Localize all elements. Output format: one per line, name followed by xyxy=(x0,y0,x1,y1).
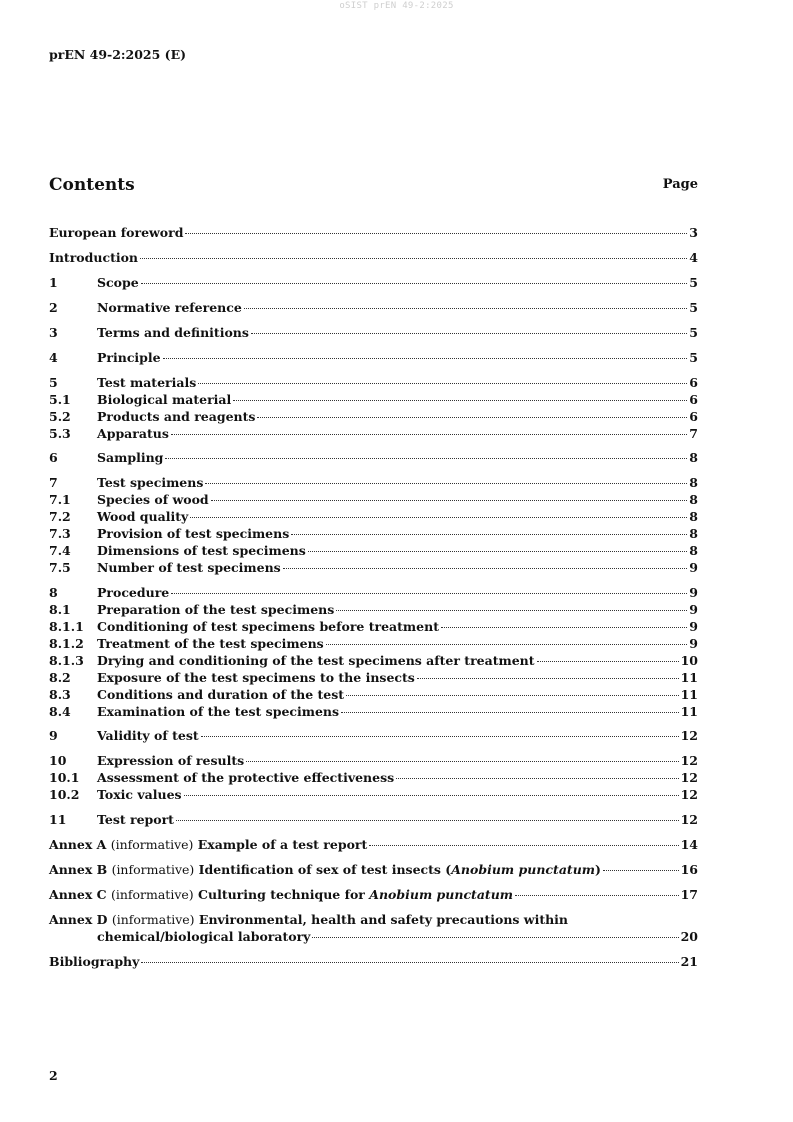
toc-entry-11[interactable] xyxy=(49,811,698,828)
toc-entry-title: Apparatus xyxy=(97,426,169,441)
toc-entry-page: 8 xyxy=(689,543,698,558)
toc-entry-number: 5.3 xyxy=(49,426,71,441)
toc-entry-page: 12 xyxy=(680,728,698,743)
annex-title-continued: chemical/biological laboratory xyxy=(97,929,311,944)
dot-leader xyxy=(257,417,687,418)
toc-entry-page: 21 xyxy=(680,954,698,969)
toc-entry-number: 3 xyxy=(49,325,58,340)
dot-leader xyxy=(141,283,688,284)
toc-entry-page: 14 xyxy=(680,837,698,852)
toc-entry-number: 7 xyxy=(49,475,58,490)
annex-label: Annex A xyxy=(49,837,107,852)
toc-entry-number: 9 xyxy=(49,728,58,743)
annex-title: Environmental, health and safety precautions within xyxy=(198,912,569,927)
dot-leader xyxy=(326,644,688,645)
annex-type: (informative) xyxy=(111,912,195,927)
dot-leader xyxy=(246,761,678,762)
toc-entry-8-2[interactable] xyxy=(49,669,698,686)
toc-entry-1[interactable] xyxy=(49,274,698,291)
toc-entry-title xyxy=(49,861,601,878)
annex-label: Annex B xyxy=(49,862,108,877)
toc-entry-10-1[interactable] xyxy=(49,769,698,786)
toc-entry-title: Assessment of the protective effectiveness xyxy=(97,770,395,785)
toc-entry-5-1[interactable] xyxy=(49,391,698,408)
toc-entry-page: 12 xyxy=(680,787,698,802)
annex-label: Annex C xyxy=(49,887,107,902)
toc-entry-title xyxy=(49,886,513,903)
toc-entry-page: 9 xyxy=(689,560,698,575)
dot-leader xyxy=(346,695,679,696)
toc-entry-page: 8 xyxy=(689,450,698,465)
toc-entry-8-4[interactable] xyxy=(49,703,698,720)
toc-entry-page: 9 xyxy=(689,585,698,600)
toc-entry-number: 7.5 xyxy=(49,560,71,575)
toc-entry-title: Wood quality xyxy=(97,509,189,524)
toc-entry-title: Procedure xyxy=(97,585,170,600)
toc-entry-10-2[interactable] xyxy=(49,786,698,803)
dot-leader xyxy=(205,483,687,484)
toc-entry-page: 16 xyxy=(680,862,698,877)
dot-leader xyxy=(396,778,678,779)
toc-entry-annex-a[interactable] xyxy=(49,836,698,853)
toc-entry-title: Scope xyxy=(97,275,139,290)
dot-leader xyxy=(441,627,687,628)
toc-entry-number: 8.1.3 xyxy=(49,653,84,668)
toc-entry-number: 8 xyxy=(49,585,58,600)
toc-entry-title: Introduction xyxy=(49,250,139,265)
toc-entry-annex-c[interactable] xyxy=(49,886,698,903)
toc-entry-7-3[interactable] xyxy=(49,525,698,542)
dot-leader xyxy=(537,661,679,662)
annex-title: Identification of sex of test insects (Anobium punctatum) xyxy=(198,862,601,877)
toc-entry-number: 8.1 xyxy=(49,602,71,617)
toc-entry-8-1-2[interactable] xyxy=(49,635,698,652)
toc-entry-number: 7.4 xyxy=(49,543,71,558)
annex-title: Culturing technique for Anobium punctatum xyxy=(198,887,514,902)
document-id: prEN 49-2:2025 (E) xyxy=(49,47,187,62)
toc-entry-number: 8.2 xyxy=(49,670,71,685)
dot-leader xyxy=(251,333,687,334)
dot-leader xyxy=(312,937,678,938)
toc-entry-3[interactable] xyxy=(49,324,698,341)
toc-entry-page: 3 xyxy=(689,225,698,240)
annex-type: (informative) xyxy=(110,837,194,852)
toc-entry-title: Species of wood xyxy=(97,492,209,507)
toc-entry-bibliography[interactable] xyxy=(49,953,698,970)
toc-entry-title: Conditions and duration of the test xyxy=(97,687,345,702)
toc-entry-number: 4 xyxy=(49,350,58,365)
toc-entry-title: Test specimens xyxy=(97,475,204,490)
toc-entry-number: 8.1.2 xyxy=(49,636,84,651)
toc-entry-page: 9 xyxy=(689,602,698,617)
toc-entry-page: 9 xyxy=(689,619,698,634)
toc-entry-title: Sampling xyxy=(97,450,164,465)
toc-entry-page: 6 xyxy=(689,392,698,407)
dot-leader xyxy=(163,358,688,359)
toc-entry-title: Test report xyxy=(97,812,174,827)
dot-leader xyxy=(283,568,688,569)
toc-entry-8[interactable] xyxy=(49,584,698,601)
toc-entry-page: 5 xyxy=(689,350,698,365)
toc-entry-page: 12 xyxy=(680,770,698,785)
toc-entry-page: 4 xyxy=(689,250,698,265)
toc-entry-foreword[interactable] xyxy=(49,224,698,241)
toc-entry-title: Products and reagents xyxy=(97,409,256,424)
table-of-contents xyxy=(49,219,698,970)
toc-entry-number: 8.4 xyxy=(49,704,71,719)
toc-entry-title: Provision of test specimens xyxy=(97,526,290,541)
contents-heading: Contents xyxy=(49,175,135,195)
dot-leader xyxy=(603,870,679,871)
toc-entry-page: 17 xyxy=(680,887,698,902)
annex-title: Example of a test report xyxy=(197,837,368,852)
toc-entry-title: Validity of test xyxy=(97,728,199,743)
dot-leader xyxy=(171,434,687,435)
toc-entry-page: 8 xyxy=(689,475,698,490)
toc-entry-title xyxy=(49,836,367,853)
toc-entry-page: 12 xyxy=(680,753,698,768)
dot-leader xyxy=(185,233,687,234)
toc-entry-title: Terms and definitions xyxy=(97,325,249,340)
toc-entry-page: 6 xyxy=(689,375,698,390)
dot-leader xyxy=(417,678,679,679)
annex-d-line-2 xyxy=(49,928,698,945)
toc-entry-10[interactable] xyxy=(49,752,698,769)
toc-entry-title: Examination of the test specimens xyxy=(97,704,340,719)
toc-entry-number: 8.3 xyxy=(49,687,71,702)
toc-entry-page: 7 xyxy=(689,426,698,441)
watermark: oSIST prEN 49-2:2025 xyxy=(339,1,454,11)
toc-entry-page: 9 xyxy=(689,636,698,651)
toc-entry-title: Toxic values xyxy=(97,787,182,802)
dot-leader xyxy=(201,736,679,737)
toc-entry-number: 10 xyxy=(49,753,67,768)
toc-entry-title: Dimensions of test specimens xyxy=(97,543,306,558)
toc-entry-page: 5 xyxy=(689,275,698,290)
toc-entry-number: 10.2 xyxy=(49,787,80,802)
page-column-label: Page xyxy=(662,177,698,192)
toc-entry-number: 1 xyxy=(49,275,58,290)
dot-leader xyxy=(515,895,679,896)
toc-entry-page: 10 xyxy=(680,653,698,668)
toc-entry-page: 11 xyxy=(680,704,698,719)
dot-leader xyxy=(141,962,678,963)
toc-entry-5-3[interactable] xyxy=(49,425,698,442)
toc-entry-number: 7.1 xyxy=(49,492,71,507)
dot-leader xyxy=(291,534,687,535)
page-number: 2 xyxy=(49,1068,58,1083)
toc-entry-8-3[interactable] xyxy=(49,686,698,703)
toc-entry-page: 6 xyxy=(689,409,698,424)
toc-entry-page: 8 xyxy=(689,492,698,507)
toc-entry-title: Conditioning of test specimens before treatment xyxy=(97,619,439,634)
toc-entry-number: 5 xyxy=(49,375,58,390)
toc-entry-2[interactable] xyxy=(49,299,698,316)
toc-entry-number: 2 xyxy=(49,300,58,315)
toc-entry-number: 5.2 xyxy=(49,409,71,424)
toc-entry-page: 20 xyxy=(680,929,698,944)
toc-entry-page: 5 xyxy=(689,300,698,315)
dot-leader xyxy=(165,458,687,459)
toc-entry-7[interactable] xyxy=(49,474,698,491)
dot-leader xyxy=(341,712,679,713)
toc-entry-title: Expression of results xyxy=(97,753,245,768)
toc-entry-annex-b[interactable] xyxy=(49,861,698,878)
toc-entry-number: 11 xyxy=(49,812,67,827)
toc-entry-page: 5 xyxy=(689,325,698,340)
toc-entry-page: 12 xyxy=(680,812,698,827)
toc-entry-title: Drying and conditioning of the test specimens after treatment xyxy=(97,653,535,668)
dot-leader xyxy=(233,400,687,401)
dot-leader xyxy=(211,500,688,501)
toc-entry-number: 6 xyxy=(49,450,58,465)
toc-entry-title: Number of test specimens xyxy=(97,560,281,575)
toc-entry-title: Preparation of the test specimens xyxy=(97,602,335,617)
annex-d-line-1 xyxy=(49,911,698,928)
annex-type: (informative) xyxy=(111,862,195,877)
toc-entry-number: 5.1 xyxy=(49,392,71,407)
toc-entry-number: 8.1.1 xyxy=(49,619,84,634)
dot-leader xyxy=(369,845,678,846)
annex-type: (informative) xyxy=(110,887,194,902)
toc-entry-page: 8 xyxy=(689,509,698,524)
toc-entry-number: 7.3 xyxy=(49,526,71,541)
dot-leader xyxy=(176,820,679,821)
toc-entry-title: Bibliography xyxy=(49,954,140,969)
toc-entry-number: 10.1 xyxy=(49,770,80,785)
toc-entry-7-2[interactable] xyxy=(49,508,698,525)
toc-entry-7-5[interactable] xyxy=(49,559,698,576)
dot-leader xyxy=(140,258,687,259)
dot-leader xyxy=(308,551,687,552)
toc-entry-title: Test materials xyxy=(97,375,197,390)
toc-entry-7-1[interactable] xyxy=(49,491,698,508)
toc-entry-title: Treatment of the test specimens xyxy=(97,636,324,651)
dot-leader xyxy=(244,308,687,309)
toc-entry-4[interactable] xyxy=(49,349,698,366)
toc-entry-page: 11 xyxy=(680,687,698,702)
dot-leader xyxy=(190,517,687,518)
dot-leader xyxy=(336,610,687,611)
toc-entry-page: 8 xyxy=(689,526,698,541)
toc-entry-annex-d[interactable] xyxy=(49,911,698,945)
toc-entry-page: 11 xyxy=(680,670,698,685)
toc-entry-5-2[interactable] xyxy=(49,408,698,425)
toc-entry-number: 7.2 xyxy=(49,509,71,524)
toc-entry-8-1[interactable] xyxy=(49,601,698,618)
annex-label: Annex D xyxy=(49,912,108,927)
toc-entry-title: Exposure of the test specimens to the insects xyxy=(97,670,415,685)
dot-leader xyxy=(198,383,687,384)
toc-entry-8-1-3[interactable] xyxy=(49,652,698,669)
dot-leader xyxy=(184,795,679,796)
toc-entry-title: Normative reference xyxy=(97,300,242,315)
dot-leader xyxy=(171,593,687,594)
toc-entry-8-1-1[interactable] xyxy=(49,618,698,635)
toc-entry-introduction[interactable] xyxy=(49,249,698,266)
toc-entry-7-4[interactable] xyxy=(49,542,698,559)
toc-entry-title: Biological material xyxy=(97,392,232,407)
toc-entry-5[interactable] xyxy=(49,374,698,391)
toc-entry-9[interactable] xyxy=(49,727,698,744)
toc-entry-6[interactable] xyxy=(49,449,698,466)
toc-entry-title: European foreword xyxy=(49,225,184,240)
toc-entry-title: Principle xyxy=(97,350,161,365)
